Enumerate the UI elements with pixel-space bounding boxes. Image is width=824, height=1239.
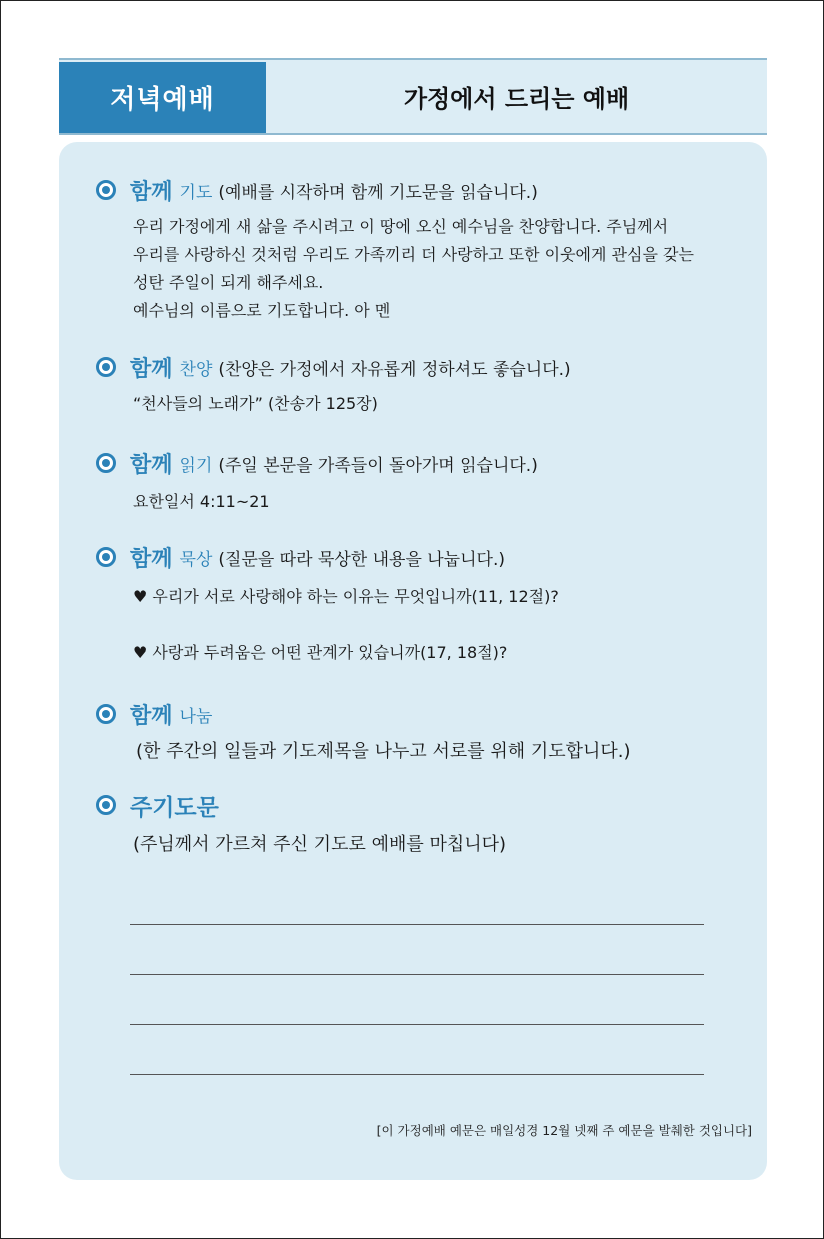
writing-line (130, 974, 704, 975)
section-subtitle: 기도 (179, 182, 213, 203)
section-note: (주일 본문을 가족들이 돌아가며 읽습니다.) (218, 455, 538, 476)
section-title: 함께 (130, 452, 173, 478)
scripture-reference: 요한일서 4:11~21 (133, 492, 270, 511)
section-praise (96, 350, 736, 418)
section-note: (질문을 따라 묵상한 내용을 나눕니다.) (218, 549, 505, 570)
bullet-icon (96, 795, 116, 815)
bullet-icon (96, 180, 116, 200)
bullet-icon (96, 453, 116, 473)
page-header (59, 58, 767, 135)
section-subtitle: 나눔 (179, 706, 213, 727)
sharing-note: (한 주간의 일들과 기도제목을 나누고 서로를 위해 기도합니다.) (136, 741, 631, 762)
section-title: 함께 (130, 356, 173, 382)
prayer-text (133, 213, 736, 325)
section-reading (96, 446, 736, 516)
section-prayer (96, 173, 736, 325)
bullet-icon (96, 357, 116, 377)
writing-line (130, 924, 704, 925)
question-item: ♥ 사랑과 두려움은 어떤 관계가 있습니까(17, 18절)? (133, 643, 508, 662)
source-footnote: [이 가정예배 예문은 매일성경 12월 넷째 주 예문을 발췌한 것입니다] (376, 1123, 752, 1138)
bullet-icon (96, 704, 116, 724)
bullet-icon (96, 547, 116, 567)
section-sharing (96, 697, 736, 763)
writing-line (130, 1074, 704, 1075)
question-item: ♥ 우리가 서로 사랑해야 하는 이유는 무엇입니까(11, 12절)? (133, 587, 559, 606)
section-subtitle: 읽기 (179, 455, 213, 476)
prayer-line: 우리 가정에게 새 삶을 주시려고 이 땅에 오신 예수님을 찬양합니다. 주님께서 (133, 217, 669, 236)
page-title: 가정에서 드리는 예배 (403, 85, 630, 113)
section-title: 주기도문 (130, 794, 219, 821)
prayer-line: 예수님의 이름으로 기도합니다. 아 멘 (133, 301, 391, 320)
section-meditation (96, 540, 736, 666)
section-note: (찬양은 가정에서 자유롭게 정하셔도 좋습니다.) (218, 359, 571, 380)
prayer-line: 성탄 주일이 되게 해주세요. (133, 273, 324, 292)
section-title: 함께 (130, 179, 173, 205)
prayer-line: 우리를 사랑하신 것처럼 우리도 가족끼리 더 사랑하고 또한 이웃에게 관심을 갖는 (133, 245, 694, 264)
writing-line (130, 1024, 704, 1025)
section-note: (예배를 시작하며 함께 기도문을 읽습니다.) (218, 182, 538, 203)
service-tag: 저녁예배 (59, 62, 266, 133)
section-subtitle: 찬양 (179, 359, 213, 380)
section-lords-prayer (96, 788, 736, 856)
closing-note: (주님께서 가르쳐 주신 기도로 예배를 마칩니다) (133, 834, 507, 855)
section-title: 함께 (130, 546, 173, 572)
section-subtitle: 묵상 (179, 549, 213, 570)
section-title: 함께 (130, 703, 173, 729)
hymn-line: “천사들의 노래가” (찬송가 125장) (133, 394, 378, 413)
